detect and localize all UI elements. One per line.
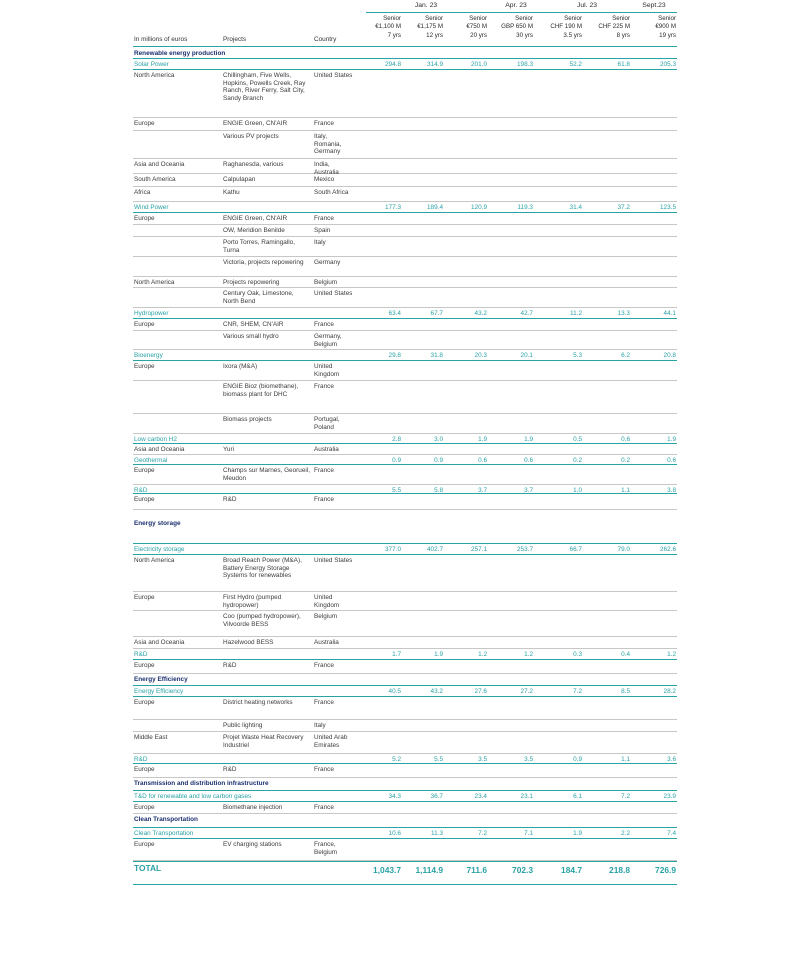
region-cell: Europe — [134, 699, 155, 706]
project-cell: Various PV projects — [223, 133, 279, 140]
bond-rank: Senior — [425, 15, 443, 22]
amount-cell: 184.7 — [561, 865, 582, 875]
country-cell: Portugal, Poland — [314, 416, 340, 431]
section-row — [133, 518, 677, 544]
bond-column-header — [443, 15, 487, 40]
category-name: Wind Power — [134, 204, 169, 211]
country-cell: Germany — [314, 259, 341, 266]
bond-tenor: 20 yrs — [470, 31, 487, 39]
amount-cell: 7.2 — [621, 793, 630, 800]
date-jul-23: Jul. 23 — [576, 2, 598, 9]
project-row — [133, 494, 677, 510]
amount-cell: 177.3 — [385, 204, 401, 211]
bond-tenor: 3.5 yrs — [563, 31, 582, 39]
amount-cell: 0.9 — [434, 457, 443, 464]
table-header — [0, 0, 810, 48]
country-cell: United States — [314, 557, 353, 564]
project-cell: Hazelwood BESS — [223, 639, 274, 646]
amount-cell: 0.2 — [621, 457, 630, 464]
project-cell: Projects repowering — [223, 279, 280, 286]
amount-cell: 23.4 — [474, 793, 487, 800]
bond-rank: Senior — [612, 15, 630, 22]
region-cell: Europe — [134, 766, 155, 773]
amount-cell: 63.4 — [388, 310, 401, 317]
section-title: Transmission and distribution infrastructure — [134, 780, 269, 787]
country-cell: Germany, Belgium — [314, 333, 342, 348]
project-row — [133, 70, 677, 118]
amount-cell: 1,043.7 — [373, 865, 401, 875]
project-row — [133, 319, 677, 331]
amount-cell: 37.2 — [617, 204, 630, 211]
project-cell: Porto Torres, Ramingallo, Turna — [223, 239, 295, 254]
amount-cell: 27.6 — [474, 688, 487, 695]
amount-cell: 79.0 — [617, 546, 630, 553]
amount-cell: 120.9 — [471, 204, 487, 211]
project-row — [133, 237, 677, 257]
amount-cell: 1.1 — [621, 756, 630, 763]
country-cell: South Africa — [314, 189, 349, 196]
country-cell: Italy, Romania, Germany — [314, 133, 342, 156]
category-name: Geothermal — [134, 457, 168, 464]
amount-cell: 5.5 — [434, 756, 443, 763]
header-date-rule — [366, 12, 677, 13]
category-row — [133, 791, 677, 802]
amount-cell: 43.2 — [474, 310, 487, 317]
amount-cell: 205.3 — [660, 61, 676, 68]
project-row — [133, 732, 677, 754]
amount-cell: 1.1 — [621, 487, 630, 494]
country-cell: United Arab Emirates — [314, 734, 348, 749]
amount-cell: 7.2 — [478, 830, 487, 837]
project-row — [133, 187, 677, 202]
country-cell: France — [314, 215, 334, 222]
bond-column-header — [489, 15, 533, 40]
region-cell: Europe — [134, 804, 155, 811]
country-cell: France — [314, 383, 334, 390]
country-cell: United Kingdom — [314, 363, 340, 378]
project-row — [133, 131, 677, 159]
project-cell: ENGIE Green, CN'AIR — [223, 120, 288, 127]
amount-cell: 0.5 — [573, 436, 582, 443]
amount-cell: 20.8 — [663, 352, 676, 359]
amount-cell: 36.7 — [430, 793, 443, 800]
amount-cell: 3.0 — [434, 436, 443, 443]
project-cell: CNR, SHEM, CN'AIR — [223, 321, 284, 328]
project-cell: Ixora (M&A) — [223, 363, 258, 370]
amount-cell: 3.5 — [478, 756, 487, 763]
bond-column-header — [632, 15, 676, 40]
amount-cell: 20.1 — [520, 352, 533, 359]
bond-rank: Senior — [658, 15, 676, 22]
category-name: Bioenergy — [134, 352, 163, 359]
project-row — [133, 592, 677, 611]
section-title: Clean Transportation — [134, 816, 198, 823]
amount-cell: 189.4 — [427, 204, 443, 211]
project-cell: Kathu — [223, 189, 240, 196]
project-row — [133, 444, 677, 455]
amount-cell: 2.8 — [392, 436, 401, 443]
amount-cell: 726.9 — [655, 865, 676, 875]
region-cell: Europe — [134, 496, 155, 503]
total-row — [133, 861, 677, 885]
amount-cell: 23.9 — [663, 793, 676, 800]
bond-amount: €750 M — [466, 23, 487, 31]
amount-cell: 0.9 — [573, 756, 582, 763]
project-cell: Biomass projects — [223, 416, 272, 423]
amount-cell: 3.5 — [524, 756, 533, 763]
amount-cell: 1.2 — [524, 651, 533, 658]
country-cell: Australia — [314, 446, 339, 453]
project-row — [133, 720, 677, 732]
country-column-header: Country — [314, 36, 337, 43]
project-cell: District heating networks — [223, 699, 293, 706]
bond-rank: Senior — [515, 15, 533, 22]
country-cell: France — [314, 496, 334, 503]
category-row — [133, 544, 677, 555]
section-row — [133, 814, 677, 828]
category-row — [133, 649, 677, 660]
bond-column-header — [357, 15, 401, 40]
country-cell: Italy — [314, 239, 326, 246]
section-title: Energy Efficiency — [134, 676, 188, 683]
amount-cell: 3.6 — [667, 756, 676, 763]
country-cell: United Kingdom — [314, 594, 340, 609]
project-row — [133, 225, 677, 237]
country-cell: France — [314, 321, 334, 328]
amount-cell: 402.7 — [427, 546, 443, 553]
region-cell: Africa — [134, 189, 151, 196]
bond-amount: CHF 225 M — [598, 23, 630, 31]
section-row — [133, 674, 677, 686]
bond-rank: Senior — [383, 15, 401, 22]
amount-cell: 119.3 — [517, 204, 533, 211]
amount-cell: 13.3 — [617, 310, 630, 317]
amount-cell: 377.0 — [385, 546, 401, 553]
category-name: Clean Transportation — [134, 830, 194, 837]
region-cell: Europe — [134, 215, 155, 222]
amount-cell: 1.9 — [573, 830, 582, 837]
amount-cell: 5.8 — [434, 487, 443, 494]
table-body — [133, 48, 677, 885]
country-cell: France — [314, 120, 334, 127]
amount-cell: 29.8 — [388, 352, 401, 359]
amount-cell: 61.8 — [617, 61, 630, 68]
category-name: R&D — [134, 756, 148, 763]
project-cell: R&D — [223, 662, 237, 669]
amount-cell: 1.9 — [434, 651, 443, 658]
amount-cell: 0.4 — [621, 651, 630, 658]
project-row — [133, 277, 677, 288]
date-jan-23: Jan. 23 — [414, 2, 438, 9]
project-cell: Coo (pumped hydropower), Vilvoorde BESS — [223, 613, 301, 628]
category-name: Energy Efficiency — [134, 688, 184, 695]
project-row — [133, 660, 677, 674]
region-cell: Asia and Oceania — [134, 639, 185, 646]
bond-rank: Senior — [564, 15, 582, 22]
amount-cell: 11.2 — [570, 310, 582, 317]
category-name: Low carbon H2 — [134, 436, 177, 443]
amount-cell: 1.9 — [478, 436, 487, 443]
bond-tenor: 30 yrs — [516, 31, 533, 39]
region-cell: Asia and Oceania — [134, 446, 185, 453]
category-name: R&D — [134, 651, 148, 658]
amount-cell: 28.2 — [663, 688, 676, 695]
project-row — [133, 288, 677, 308]
amount-cell: 40.5 — [388, 688, 401, 695]
bond-amount: €900 M — [655, 23, 676, 31]
country-cell: France — [314, 699, 334, 706]
project-row — [133, 174, 677, 187]
project-cell: First Hydro (pumped hydropower) — [223, 594, 282, 609]
amount-cell: 7.2 — [573, 688, 582, 695]
amount-cell: 3.7 — [524, 487, 533, 494]
category-row — [133, 350, 677, 361]
amount-cell: 314.9 — [427, 61, 443, 68]
project-cell: R&D — [223, 496, 237, 503]
amount-cell: 1.7 — [392, 651, 401, 658]
project-cell: EV charging stations — [223, 841, 282, 848]
section-title: Energy storage — [134, 520, 181, 527]
project-cell: Public lighting — [223, 722, 263, 729]
amount-cell: 0.9 — [392, 457, 401, 464]
project-row — [133, 764, 677, 778]
region-cell: North America — [134, 557, 175, 564]
category-name: Solar Power — [134, 61, 169, 68]
section-title: Renewable energy production — [134, 50, 226, 57]
region-cell: Asia and Oceania — [134, 161, 185, 168]
total-label: TOTAL — [134, 863, 162, 873]
project-row — [133, 381, 677, 414]
amount-cell: 218.8 — [609, 865, 630, 875]
country-cell: France — [314, 467, 334, 474]
project-row — [133, 611, 677, 637]
amount-cell: 43.2 — [430, 688, 443, 695]
project-row — [133, 802, 677, 814]
country-cell: United States — [314, 72, 353, 79]
project-row — [133, 257, 677, 277]
amount-cell: 7.4 — [667, 830, 676, 837]
amount-cell: 27.2 — [520, 688, 533, 695]
country-cell: India, Australia — [314, 161, 339, 176]
header-rule — [133, 46, 677, 47]
project-cell: Yuri — [223, 446, 235, 453]
region-cell: Europe — [134, 363, 155, 370]
country-cell: Australia — [314, 639, 339, 646]
amount-cell: 5.5 — [392, 487, 401, 494]
bond-amount: GBP 650 M — [501, 23, 533, 31]
unit-label: In millions of euros — [134, 36, 188, 43]
amount-cell: 11.3 — [431, 830, 443, 837]
project-row — [133, 839, 677, 861]
amount-cell: 10.6 — [388, 830, 401, 837]
country-cell: Belgium — [314, 279, 338, 286]
project-row — [133, 159, 677, 174]
project-cell: Chillingham, Five Wells, Hopkins, Powells Creek, Ray Ranch, River Ferry, Salt City, Sandy Branch — [223, 72, 306, 102]
project-cell: Broad Reach Power (M&A), Battery Energy Storage Systems for renewables — [223, 557, 302, 580]
amount-cell: 198.3 — [517, 61, 533, 68]
category-name: T&D for renewable and low carbon gases — [134, 793, 252, 800]
project-row — [133, 118, 677, 131]
category-name: Hydropower — [134, 310, 169, 317]
amount-cell: 42.7 — [520, 310, 533, 317]
amount-cell: 262.6 — [660, 546, 676, 553]
category-row — [133, 485, 677, 494]
amount-cell: 1.9 — [667, 436, 676, 443]
country-cell: France — [314, 766, 334, 773]
amount-cell: 44.1 — [663, 310, 676, 317]
category-row — [133, 434, 677, 444]
bond-rank: Senior — [469, 15, 487, 22]
category-row — [133, 202, 677, 213]
region-cell: Europe — [134, 594, 155, 601]
amount-cell: 0.6 — [667, 457, 676, 464]
bond-tenor: 8 yrs — [616, 31, 630, 39]
projects-column-header: Projects — [223, 36, 247, 43]
country-cell: United States — [314, 290, 353, 297]
project-cell: Raghanesda, various — [223, 161, 284, 168]
section-row — [133, 778, 677, 791]
amount-cell: 257.1 — [471, 546, 487, 553]
date-apr-23: Apr. 23 — [505, 2, 527, 9]
amount-cell: 31.4 — [569, 204, 582, 211]
project-cell: Century Oak, Limestone, North Bend — [223, 290, 294, 305]
amount-cell: 1.2 — [478, 651, 487, 658]
amount-cell: 5.3 — [573, 352, 582, 359]
country-cell: France — [314, 662, 334, 669]
project-row — [133, 555, 677, 592]
region-cell: North America — [134, 72, 175, 79]
country-cell: Spain — [314, 227, 331, 234]
category-row — [133, 455, 677, 465]
project-row — [133, 331, 677, 350]
region-cell: Middle East — [134, 734, 168, 741]
amount-cell: 52.2 — [569, 61, 582, 68]
project-cell: ENGIE Bioz (biomethane), biomass plant for DHC — [223, 383, 299, 398]
category-row — [133, 59, 677, 70]
amount-cell: 2.2 — [621, 830, 630, 837]
amount-cell: 0.6 — [478, 457, 487, 464]
amount-cell: 253.7 — [517, 546, 533, 553]
bond-column-header — [586, 15, 630, 40]
country-cell: Mexico — [314, 176, 335, 183]
category-row — [133, 686, 677, 697]
amount-cell: 67.7 — [430, 310, 443, 317]
amount-cell: 34.3 — [388, 793, 401, 800]
amount-cell: 7.1 — [524, 830, 533, 837]
bond-column-header — [399, 15, 443, 40]
bond-amount: €1,175 M — [417, 23, 443, 31]
project-cell: R&D — [223, 766, 237, 773]
amount-cell: 1,114.9 — [415, 865, 443, 875]
project-cell: Victoria, projects repowering — [223, 259, 304, 266]
amount-cell: 0.6 — [524, 457, 533, 464]
country-cell: Belgium — [314, 613, 338, 620]
amount-cell: 711.6 — [466, 865, 487, 875]
project-row — [133, 465, 677, 485]
section-row — [133, 48, 677, 59]
country-cell: France, Belgium — [314, 841, 338, 856]
region-cell: South America — [134, 176, 176, 183]
region-cell: Europe — [134, 467, 155, 474]
project-cell: Projet Waste Heat Recovery Industriel — [223, 734, 304, 749]
project-cell: Calpulapan — [223, 176, 256, 183]
amount-cell: 5.2 — [392, 756, 401, 763]
project-cell: Various small hydro — [223, 333, 279, 340]
amount-cell: 1.9 — [524, 436, 533, 443]
project-row — [133, 361, 677, 381]
bond-tenor: 7 yrs — [387, 31, 401, 39]
project-row — [133, 213, 677, 225]
amount-cell: 66.7 — [569, 546, 582, 553]
project-row — [133, 697, 677, 720]
project-cell: OW, Meridion Benilde — [223, 227, 285, 234]
category-name: Electricity storage — [134, 546, 185, 553]
category-row — [133, 308, 677, 319]
country-cell: France — [314, 804, 334, 811]
bond-amount: €1,100 M — [375, 23, 401, 31]
category-row — [133, 754, 677, 764]
category-row — [133, 828, 677, 839]
region-cell: Europe — [134, 120, 155, 127]
bond-column-header — [538, 15, 582, 40]
amount-cell: 0.2 — [573, 457, 582, 464]
amount-cell: 6.1 — [573, 793, 582, 800]
bond-tenor: 12 yrs — [426, 31, 443, 39]
amount-cell: 123.5 — [660, 204, 676, 211]
amount-cell: 1.0 — [573, 487, 582, 494]
amount-cell: 3.8 — [667, 487, 676, 494]
amount-cell: 294.8 — [385, 61, 401, 68]
project-row — [133, 637, 677, 649]
bond-amount: CHF 190 M — [550, 23, 582, 31]
amount-cell: 3.7 — [478, 487, 487, 494]
amount-cell: 201.0 — [471, 61, 487, 68]
amount-cell: 20.3 — [474, 352, 487, 359]
country-cell: Italy — [314, 722, 326, 729]
amount-cell: 8.5 — [621, 688, 630, 695]
amount-cell: 23.1 — [520, 793, 533, 800]
date-sept-23: Sept.23 — [642, 2, 666, 9]
project-cell: ENGIE Green, CN'AIR — [223, 215, 288, 222]
amount-cell: 1.2 — [667, 651, 676, 658]
project-cell: Champs sur Marnes, Georueil, Meudon — [223, 467, 311, 482]
amount-cell: 0.3 — [573, 651, 582, 658]
amount-cell: 6.2 — [621, 352, 630, 359]
amount-cell: 31.8 — [430, 352, 443, 359]
region-cell: North America — [134, 279, 175, 286]
region-cell: Europe — [134, 841, 155, 848]
region-cell: Europe — [134, 321, 155, 328]
region-cell: Europe — [134, 662, 155, 669]
project-cell: Biomethane injection — [223, 804, 283, 811]
amount-cell: 0.6 — [621, 436, 630, 443]
amount-cell: 702.3 — [512, 865, 533, 875]
bond-tenor: 19 yrs — [659, 31, 676, 39]
category-name: R&D — [134, 487, 148, 494]
project-row — [133, 414, 677, 434]
